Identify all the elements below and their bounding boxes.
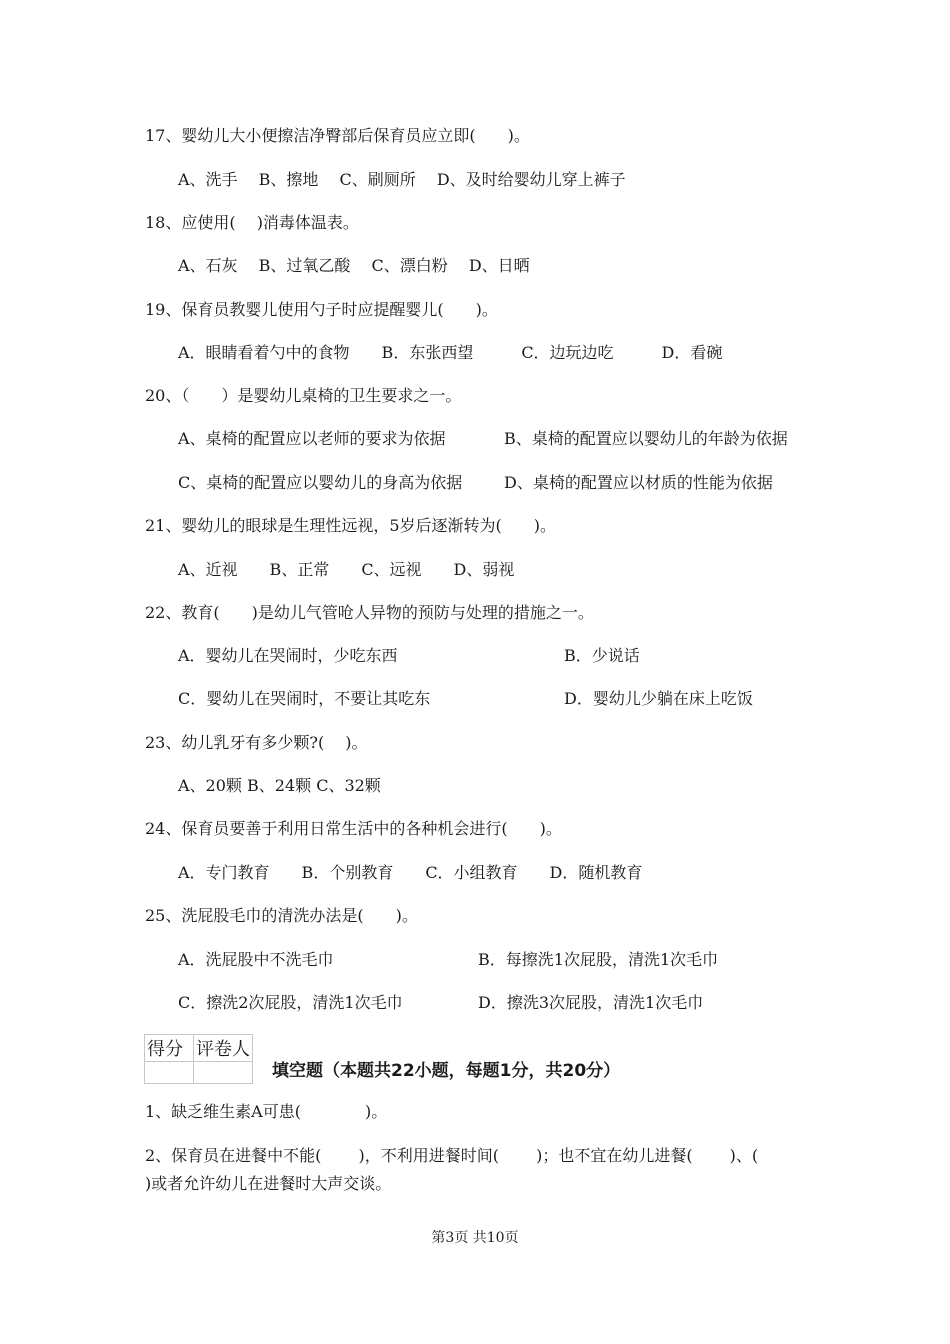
question-22-stem: 22、教育( )是幼儿气管呛人异物的预防与处理的措施之一。	[145, 603, 594, 622]
question-22-option-b: B．少说话	[564, 646, 640, 665]
score-cell	[145, 1062, 194, 1084]
question-24-options: A．专门教育 B．个别教育 C．小组教育 D．随机教育	[178, 863, 643, 882]
question-25-option-a: A．洗屁股中不洗毛巾	[178, 950, 334, 969]
question-20-option-b: B、桌椅的配置应以婴幼儿的年龄为依据	[504, 429, 788, 448]
question-21-options: A、近视 B、正常 C、远视 D、弱视	[178, 560, 515, 579]
question-20-stem: 20、（ ）是婴幼儿桌椅的卫生要求之一。	[145, 386, 462, 405]
grader-cell	[194, 1062, 253, 1084]
section-title: 填空题（本题共22小题，每题1分，共20分）	[272, 1061, 621, 1081]
question-17-options: A、洗手 B、擦地 C、刷厕所 D、及时给婴幼儿穿上裤子	[178, 170, 626, 189]
score-label: 得分	[145, 1035, 194, 1062]
question-22-option-d: D．婴幼儿少躺在床上吃饭	[564, 689, 753, 708]
question-24-stem: 24、保育员要善于利用日常生活中的各种机会进行( )。	[145, 819, 562, 838]
question-25-option-d: D．擦洗3次屁股，清洗1次毛巾	[478, 993, 704, 1012]
question-25-option-b: B．每擦洗1次屁股，清洗1次毛巾	[478, 950, 719, 969]
score-box	[144, 1034, 253, 1084]
fill-question-2-line-1: 2、保育员在进餐中不能( )，不利用进餐时间( )；也不宜在幼儿进餐( )、(	[145, 1146, 759, 1165]
question-22-option-a: A．婴幼儿在哭闹时，少吃东西	[178, 646, 398, 665]
question-25-stem: 25、洗屁股毛巾的清洗办法是( )。	[145, 906, 418, 925]
question-21-stem: 21、婴幼儿的眼球是生理性远视，5岁后逐渐转为( )。	[145, 516, 557, 535]
question-20-option-d: D、桌椅的配置应以材质的性能为依据	[504, 473, 773, 492]
question-22-option-c: C．婴幼儿在哭闹时，不要让其吃东	[178, 689, 431, 708]
question-20-option-a: A、桌椅的配置应以老师的要求为依据	[178, 429, 446, 448]
page-footer: 第3页 共10页	[431, 1230, 519, 1246]
question-25-option-c: C．擦洗2次屁股，清洗1次毛巾	[178, 993, 403, 1012]
question-19-stem: 19、保育员教婴儿使用勺子时应提醒婴儿( )。	[145, 300, 498, 319]
fill-question-1: 1、缺乏维生素A可患( )。	[145, 1102, 388, 1121]
grader-label: 评卷人	[194, 1035, 253, 1062]
question-23-options: A、20颗 B、24颗 C、32颗	[178, 776, 381, 795]
question-18-stem: 18、应使用( )消毒体温表。	[145, 213, 359, 232]
question-19-options: A．眼睛看着勺中的食物 B．东张西望 C．边玩边吃 D．看碗	[178, 343, 723, 362]
fill-question-2-line-2: )或者允许幼儿在进餐时大声交谈。	[145, 1174, 392, 1193]
question-18-options: A、石灰 B、过氧乙酸 C、漂白粉 D、日晒	[178, 256, 530, 275]
question-17-stem: 17、婴幼儿大小便擦洁净臀部后保育员应立即( )。	[145, 126, 530, 145]
question-20-option-c: C、桌椅的配置应以婴幼儿的身高为依据	[178, 473, 463, 492]
question-23-stem: 23、幼儿乳牙有多少颗?( )。	[145, 733, 368, 752]
